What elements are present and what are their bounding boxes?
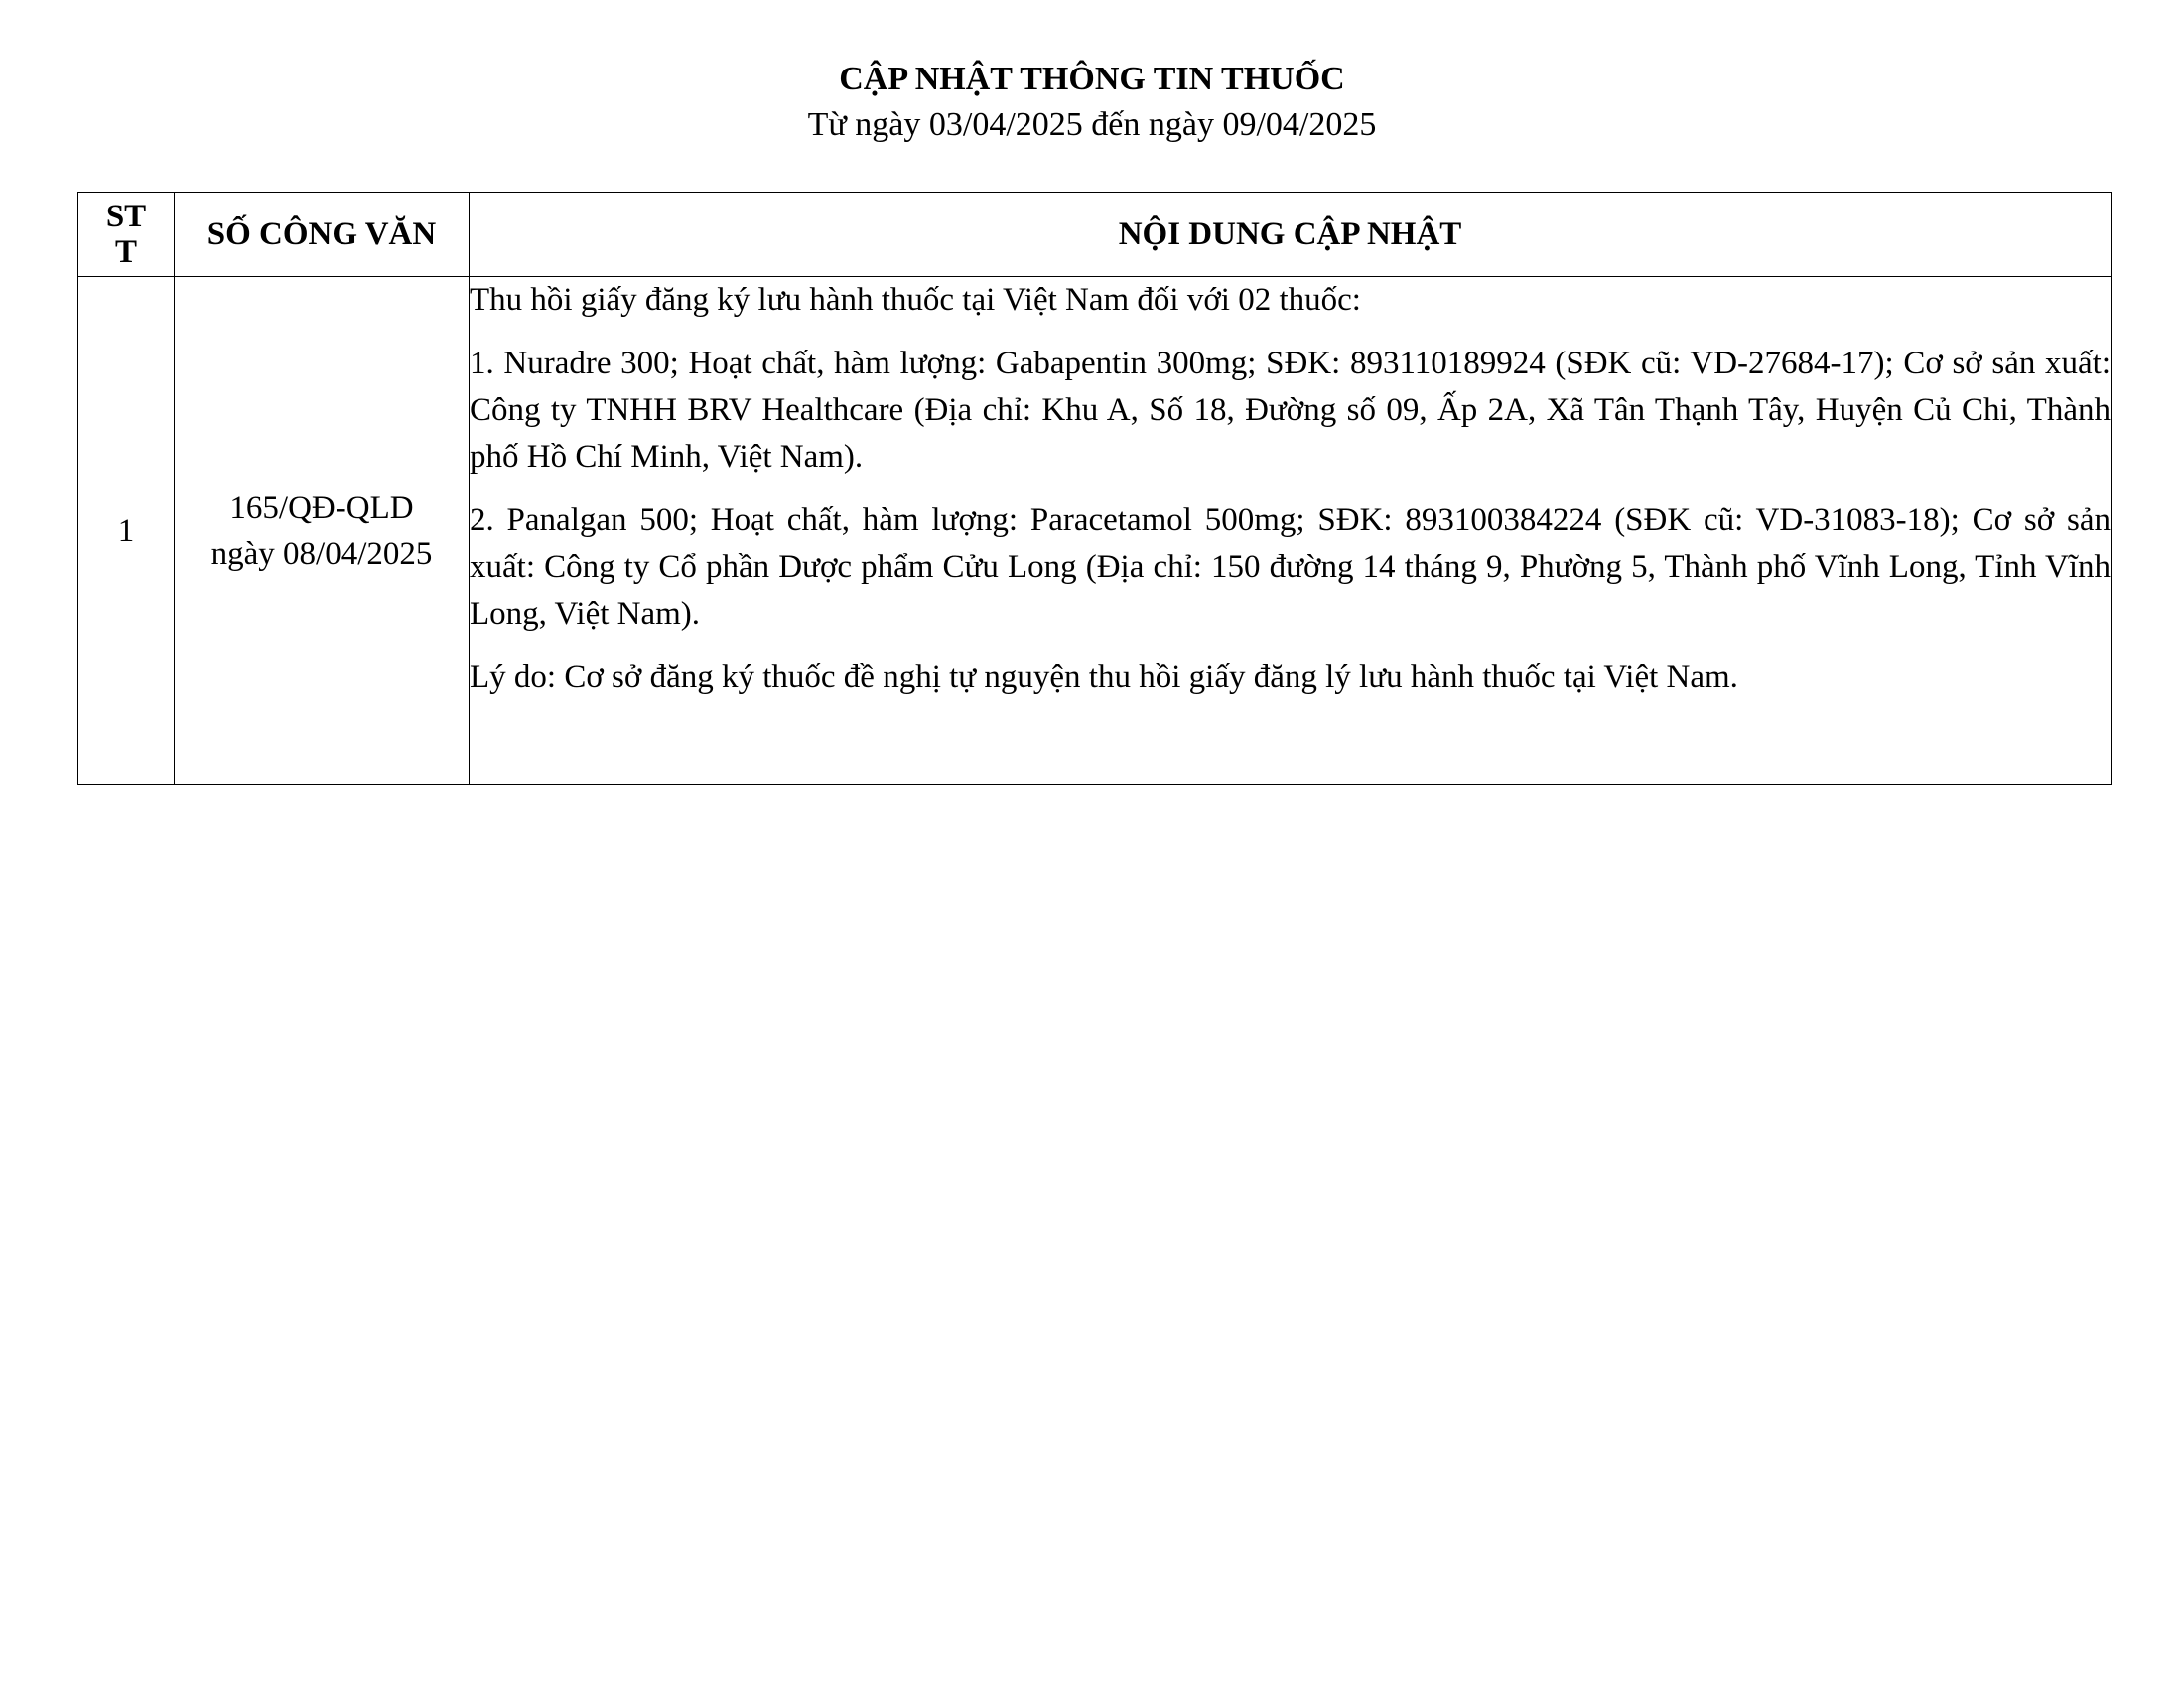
table-header-row	[78, 193, 2112, 277]
row-stt: 1	[78, 277, 175, 785]
content-intro: Thu hồi giấy đăng ký lưu hành thuốc tại Việt Nam đối với 02 thuốc:	[470, 282, 1361, 318]
header-noi-dung: NỘI DUNG CẬP NHẬT	[470, 193, 2112, 277]
content-item-2: 2. Panalgan 500; Hoạt chất, hàm lượng: Paracetamol 500mg; SĐK: 893100384224 (SĐK cũ: VD-31083-18); Cơ sở sản xuất: Công ty Cổ phần Dược phẩm Cửu Long (Địa chỉ: 150 đường 14 tháng 9, Phường 5, Thành phố Vĩnh Long, Tỉnh Vĩnh Long, Việt Nam).	[470, 502, 2111, 632]
document-title: CẬP NHẬT THÔNG TIN THUỐC	[839, 61, 1345, 97]
header-stt	[78, 193, 175, 277]
table-row	[78, 277, 2112, 785]
document-date: ngày 08/04/2025	[210, 535, 433, 572]
header-so-cong-van: SỐ CÔNG VĂN	[175, 193, 470, 277]
content-item-1: 1. Nuradre 300; Hoạt chất, hàm lượng: Gabapentin 300mg; SĐK: 893110189924 (SĐK cũ: VD-27684-17); Cơ sở sản xuất: Công ty TNHH BRV Healthcare (Địa chỉ: Khu A, Số 18, Đường số 09, Ấp 2A, Xã Tân Thạnh Tây, Huyện Củ Chi, Thành phố Hồ Chí Minh, Việt Nam).	[470, 346, 2111, 475]
content-reason: Lý do: Cơ sở đăng ký thuốc đề nghị tự nguyện thu hồi giấy đăng lý lưu hành thuốc tại Việt Nam.	[470, 659, 1738, 695]
document-date-range: Từ ngày 03/04/2025 đến ngày 09/04/2025	[807, 106, 1377, 143]
drug-update-table	[77, 192, 2112, 785]
row-noi-dung	[470, 277, 2112, 785]
row-so-cong-van	[175, 277, 470, 785]
header-stt-label: STT	[105, 199, 147, 270]
document-number: 165/QĐ-QLD	[229, 490, 414, 526]
